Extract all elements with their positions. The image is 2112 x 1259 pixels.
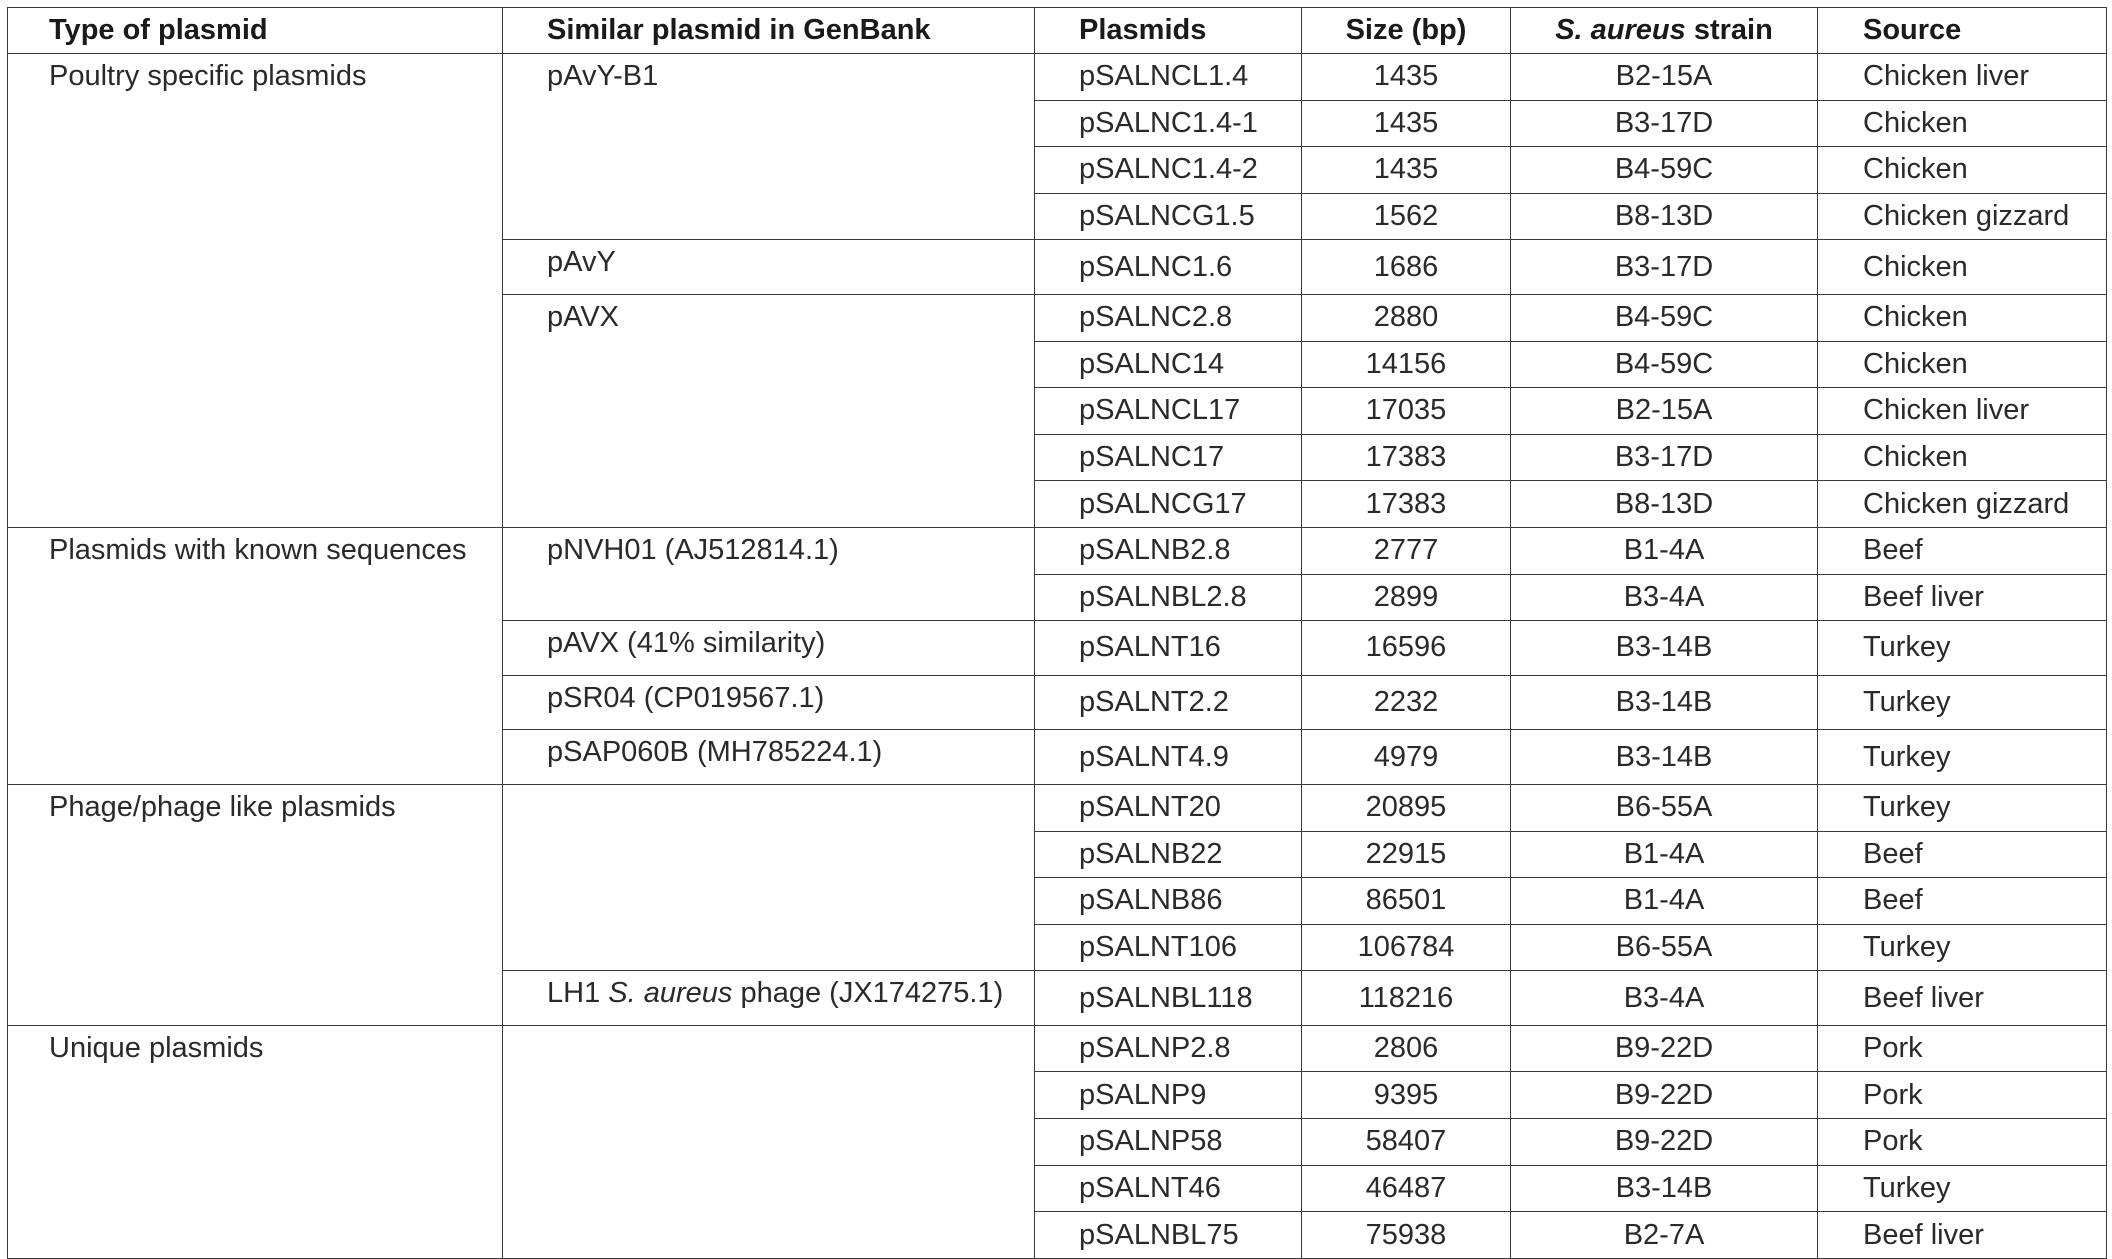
size-cell: 2880 [1302, 294, 1511, 341]
size-cell: 75938 [1302, 1212, 1511, 1259]
source-cell: Chicken liver [1818, 388, 2107, 435]
plasmid-table [7, 7, 2107, 1259]
table-row [8, 54, 2107, 101]
plasmid-cell: pSALNT20 [1035, 784, 1302, 831]
source-cell: Chicken [1818, 240, 2107, 295]
strain-cell: B8-13D [1511, 481, 1818, 528]
header-strain-species: S. aureus [1555, 14, 1686, 46]
size-cell: 1686 [1302, 240, 1511, 295]
size-cell: 46487 [1302, 1165, 1511, 1212]
strain-cell: B9-22D [1511, 1025, 1818, 1072]
size-cell: 1435 [1302, 100, 1511, 147]
size-cell: 20895 [1302, 784, 1511, 831]
size-cell: 2899 [1302, 574, 1511, 621]
header-similar: Similar plasmid in GenBank [503, 8, 1035, 54]
table-row [8, 784, 2107, 831]
table-container [7, 7, 2107, 1259]
source-cell: Beef [1818, 878, 2107, 925]
strain-cell: B6-55A [1511, 784, 1818, 831]
similar-lh1-species: S. aureus [608, 977, 733, 1010]
source-cell: Beef liver [1818, 971, 2107, 1026]
similar-psr04: pSR04 (CP019567.1) [503, 675, 1035, 730]
size-cell: 2806 [1302, 1025, 1511, 1072]
group-unique: Unique plasmids [8, 1025, 503, 1258]
header-strain-word: strain [1685, 14, 1773, 46]
source-cell: Chicken [1818, 434, 2107, 481]
strain-cell: B3-4A [1511, 971, 1818, 1026]
source-cell: Chicken [1818, 294, 2107, 341]
group-phage: Phage/phage like plasmids [8, 784, 503, 1025]
plasmid-cell: pSALNCL17 [1035, 388, 1302, 435]
similar-empty [503, 1025, 1035, 1258]
size-cell: 17035 [1302, 388, 1511, 435]
plasmid-cell: pSALNB86 [1035, 878, 1302, 925]
plasmid-cell: pSALNB22 [1035, 831, 1302, 878]
source-cell: Turkey [1818, 924, 2107, 971]
strain-cell: B4-59C [1511, 294, 1818, 341]
similar-pavy: pAvY [503, 240, 1035, 295]
plasmid-cell: pSALNC14 [1035, 341, 1302, 388]
strain-cell: B3-14B [1511, 675, 1818, 730]
source-cell: Beef liver [1818, 574, 2107, 621]
size-cell: 106784 [1302, 924, 1511, 971]
similar-empty [503, 784, 1035, 970]
similar-psap060b: pSAP060B (MH785224.1) [503, 730, 1035, 785]
plasmid-cell: pSALNC2.8 [1035, 294, 1302, 341]
source-cell: Chicken liver [1818, 54, 2107, 101]
size-cell: 4979 [1302, 730, 1511, 785]
group-known: Plasmids with known sequences [8, 527, 503, 784]
strain-cell: B2-7A [1511, 1212, 1818, 1259]
header-strain [1511, 8, 1818, 54]
group-poultry: Poultry specific plasmids [8, 54, 503, 528]
strain-cell: B1-4A [1511, 527, 1818, 574]
strain-cell: B3-14B [1511, 730, 1818, 785]
size-cell: 1435 [1302, 54, 1511, 101]
size-cell: 14156 [1302, 341, 1511, 388]
strain-cell: B6-55A [1511, 924, 1818, 971]
source-cell: Chicken [1818, 341, 2107, 388]
source-cell: Pork [1818, 1072, 2107, 1119]
plasmid-cell: pSALNT2.2 [1035, 675, 1302, 730]
source-cell: Beef [1818, 831, 2107, 878]
source-cell: Beef liver [1818, 1212, 2107, 1259]
strain-cell: B3-14B [1511, 1165, 1818, 1212]
strain-cell: B2-15A [1511, 54, 1818, 101]
similar-pavx-41: pAVX (41% similarity) [503, 621, 1035, 676]
strain-cell: B4-59C [1511, 341, 1818, 388]
header-size: Size (bp) [1302, 8, 1511, 54]
strain-cell: B3-17D [1511, 240, 1818, 295]
source-cell: Turkey [1818, 784, 2107, 831]
strain-cell: B3-14B [1511, 621, 1818, 676]
plasmid-cell: pSALNCG1.5 [1035, 193, 1302, 240]
plasmid-cell: pSALNT16 [1035, 621, 1302, 676]
plasmid-cell: pSALNC1.4-1 [1035, 100, 1302, 147]
header-row [8, 8, 2107, 54]
plasmid-cell: pSALNBL2.8 [1035, 574, 1302, 621]
plasmid-cell: pSALNCG17 [1035, 481, 1302, 528]
size-cell: 1435 [1302, 147, 1511, 194]
plasmid-cell: pSALNT106 [1035, 924, 1302, 971]
plasmid-cell: pSALNB2.8 [1035, 527, 1302, 574]
similar-pnvh01: pNVH01 (AJ512814.1) [503, 527, 1035, 620]
plasmid-cell: pSALNBL75 [1035, 1212, 1302, 1259]
size-cell: 58407 [1302, 1119, 1511, 1166]
plasmid-cell: pSALNT4.9 [1035, 730, 1302, 785]
strain-cell: B1-4A [1511, 831, 1818, 878]
source-cell: Chicken [1818, 147, 2107, 194]
strain-cell: B1-4A [1511, 878, 1818, 925]
source-cell: Turkey [1818, 675, 2107, 730]
strain-cell: B2-15A [1511, 388, 1818, 435]
table-row [8, 1025, 2107, 1072]
size-cell: 2777 [1302, 527, 1511, 574]
source-cell: Chicken gizzard [1818, 193, 2107, 240]
size-cell: 118216 [1302, 971, 1511, 1026]
header-source: Source [1818, 8, 2107, 54]
strain-cell: B3-4A [1511, 574, 1818, 621]
source-cell: Turkey [1818, 1165, 2107, 1212]
size-cell: 22915 [1302, 831, 1511, 878]
plasmid-cell: pSALNCL1.4 [1035, 54, 1302, 101]
strain-cell: B9-22D [1511, 1119, 1818, 1166]
similar-pavy-b1: pAvY-B1 [503, 54, 1035, 240]
strain-cell: B3-17D [1511, 434, 1818, 481]
plasmid-cell: pSALNP58 [1035, 1119, 1302, 1166]
size-cell: 17383 [1302, 434, 1511, 481]
plasmid-cell: pSALNBL118 [1035, 971, 1302, 1026]
strain-cell: B3-17D [1511, 100, 1818, 147]
source-cell: Pork [1818, 1025, 2107, 1072]
size-cell: 16596 [1302, 621, 1511, 676]
size-cell: 2232 [1302, 675, 1511, 730]
similar-pavx: pAVX [503, 294, 1035, 527]
strain-cell: B8-13D [1511, 193, 1818, 240]
size-cell: 1562 [1302, 193, 1511, 240]
plasmid-cell: pSALNT46 [1035, 1165, 1302, 1212]
similar-lh1-phage [503, 971, 1035, 1026]
strain-cell: B4-59C [1511, 147, 1818, 194]
header-plasmids: Plasmids [1035, 8, 1302, 54]
plasmid-cell: pSALNC1.4-2 [1035, 147, 1302, 194]
source-cell: Pork [1818, 1119, 2107, 1166]
plasmid-cell: pSALNC1.6 [1035, 240, 1302, 295]
plasmid-cell: pSALNP9 [1035, 1072, 1302, 1119]
source-cell: Chicken [1818, 100, 2107, 147]
source-cell: Turkey [1818, 730, 2107, 785]
header-type: Type of plasmid [8, 8, 503, 54]
size-cell: 17383 [1302, 481, 1511, 528]
similar-lh1-suffix: phage (JX174275.1) [732, 977, 1004, 1010]
plasmid-cell: pSALNC17 [1035, 434, 1302, 481]
strain-cell: B9-22D [1511, 1072, 1818, 1119]
source-cell: Beef [1818, 527, 2107, 574]
table-row [8, 527, 2107, 574]
source-cell: Chicken gizzard [1818, 481, 2107, 528]
source-cell: Turkey [1818, 621, 2107, 676]
similar-lh1-prefix: LH1 [547, 977, 609, 1010]
size-cell: 9395 [1302, 1072, 1511, 1119]
plasmid-cell: pSALNP2.8 [1035, 1025, 1302, 1072]
size-cell: 86501 [1302, 878, 1511, 925]
